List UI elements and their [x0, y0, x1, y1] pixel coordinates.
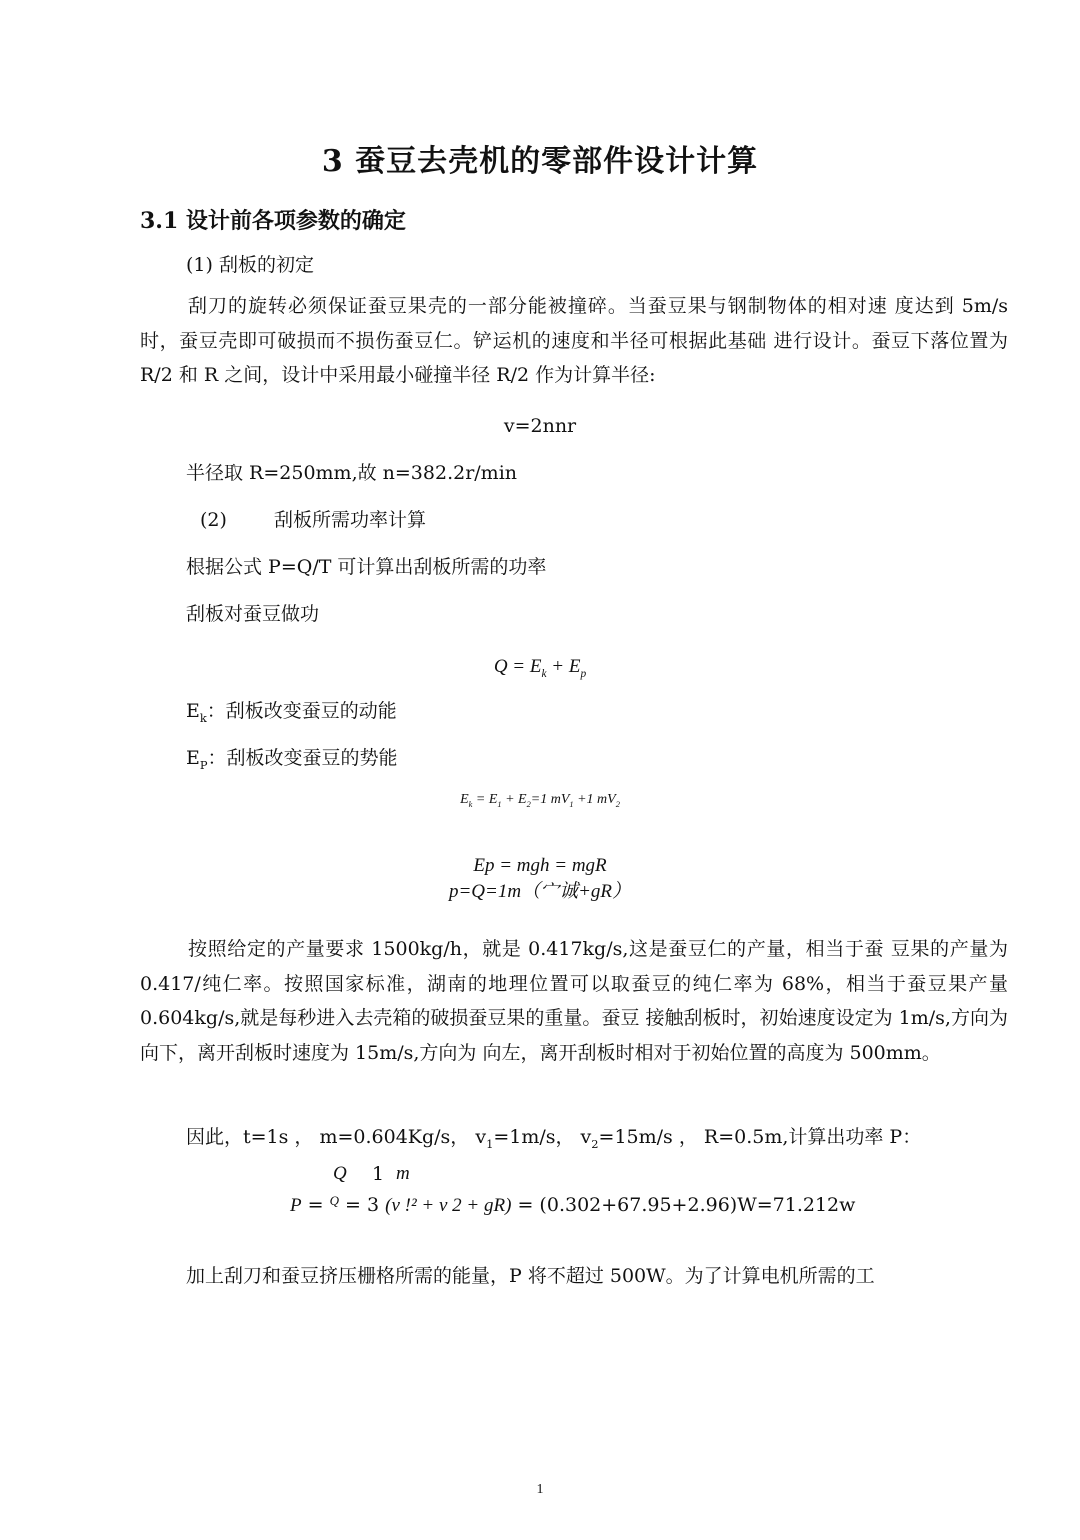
- item-2-number: (2): [200, 509, 227, 531]
- eq-q-mid: + E: [546, 656, 581, 677]
- eq-final-result: = (0.302+67.95+2.96)W=71.212w: [511, 1194, 856, 1216]
- radius-line: 半径取 R=250mm,故 n=382.2r/min: [186, 462, 518, 484]
- section-heading: 3.1 设计前各项参数的确定: [140, 208, 406, 234]
- eq-q-sub2: p: [580, 667, 587, 680]
- paragraph-2: 按照给定的产量要求 1500kg/h，就是 0.417kg/s,这是蚕豆仁的产量，相当于蚕 豆果的产量为 0.417/纯仁率。按照国家标准，湖南的地理位置可以取蚕豆的纯仁率为 68%，相当于蚕豆果产量 0.604kg/s,就是每秒进入去壳箱的破损蚕豆果的重量。蚕豆 接触刮板时，初始速度设定为 1m/s,方向为向下，离开刮板时速度为 15m/s,方向为 向左，离开刮板时相对于初始位置的高度为 500mm。: [140, 938, 1008, 1064]
- eq-ek-c-sub: 2: [526, 799, 531, 809]
- eq-ek-d: =: [530, 792, 541, 807]
- eq-ek-g-sub: 2: [615, 799, 620, 809]
- eq-ek-g: 1 mV: [586, 792, 616, 807]
- eq-final-expr: (v !² + v 2 + gR): [385, 1195, 512, 1216]
- eq-ek-e: 1 mV: [540, 792, 570, 807]
- power-formula-line: 根据公式 P=Q/T 可计算出刮板所需的功率: [186, 556, 547, 578]
- eq-ek-f: +: [573, 792, 587, 807]
- ek-description: ：刮板改变蚕豆的动能: [206, 700, 397, 722]
- given-post: =15m/s ， R=0.5m,计算出功率 P：: [598, 1126, 922, 1148]
- eq-final-top-one: 1: [372, 1163, 385, 1185]
- page-number: 1: [536, 1482, 544, 1497]
- eq-ek-e-sub: 1: [569, 799, 574, 809]
- ep-symbol: E: [186, 747, 200, 769]
- eq-ek-a-sub: k: [468, 799, 473, 809]
- eq-final-q: Q: [329, 1193, 339, 1208]
- page-title: 3 蚕豆去壳机的零部件设计计算: [321, 144, 759, 179]
- equation-ek: [0, 792, 1080, 809]
- item-1-heading: (1) 刮板的初定: [186, 254, 314, 276]
- given-sub1: 1: [486, 1136, 494, 1151]
- equation-final: [290, 1189, 855, 1218]
- eq-final-eq2: = 3: [339, 1194, 386, 1216]
- eq-final-eq1: =: [301, 1194, 330, 1216]
- eq-ek-a: E: [460, 792, 469, 807]
- given-mid: =1m/s， v: [493, 1126, 592, 1148]
- given-values-line: [186, 1125, 921, 1156]
- eq-q-lhs: Q = E: [493, 656, 542, 677]
- given-pre: 因此，t=1s ， m=0.604Kg/s， v: [186, 1126, 487, 1148]
- ek-symbol-sub: k: [199, 710, 207, 725]
- eq-ek-b-sub: 1: [497, 799, 502, 809]
- work-line: 刮板对蚕豆做功: [186, 603, 320, 625]
- eq-final-p: P: [290, 1195, 302, 1216]
- eq-ek-c: + E: [501, 792, 527, 807]
- formula-v: v=2nnr: [503, 415, 577, 437]
- ep-definition: [186, 746, 398, 777]
- ep-description: ：刮板改变蚕豆的势能: [207, 747, 398, 769]
- eq-ek-b: = E: [472, 792, 498, 807]
- eq-final-top-q: Q: [333, 1163, 347, 1184]
- equation-q: [0, 655, 1080, 686]
- equation-p: p=Q=1m（宀诚+gR）: [448, 881, 631, 902]
- ek-definition: [186, 699, 397, 730]
- eq-q-sub1: k: [541, 667, 547, 680]
- ek-symbol: E: [186, 700, 200, 722]
- ep-symbol-sub: P: [199, 757, 208, 772]
- paragraph-3: 加上刮刀和蚕豆挤压栅格所需的能量，P 将不超过 500W。为了计算电机所需的工: [186, 1265, 875, 1287]
- paragraph-1: 刮刀的旋转必须保证蚕豆果壳的一部分能被撞碎。当蚕豆果与钢制物体的相对速 度达到 5m/s 时，蚕豆壳即可破损而不损伤蚕豆仁。铲运机的速度和半径可根据此基础 进行设计。蚕豆下落位置为 R/2 和 R 之间，设计中采用最小碰撞半径 R/2 作为计算半径:: [140, 295, 1008, 386]
- given-sub2: 2: [591, 1136, 599, 1151]
- equation-ep: Ep = mgh = mgR: [473, 855, 607, 876]
- eq-final-top-m: m: [396, 1163, 410, 1184]
- item-2-heading: 刮板所需功率计算: [274, 509, 427, 531]
